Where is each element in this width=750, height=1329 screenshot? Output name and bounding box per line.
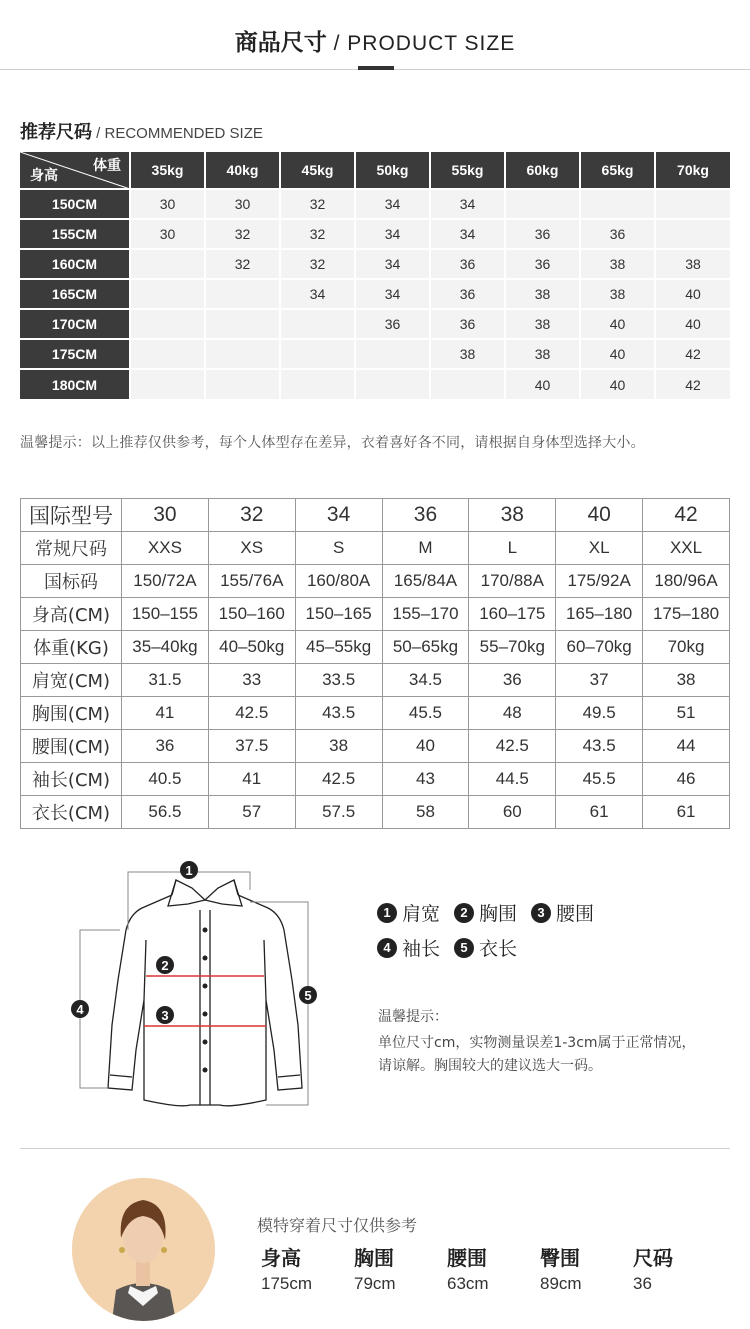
size-value-cell: 70kg xyxy=(643,631,730,664)
recommended-size-cell: 36 xyxy=(355,309,430,339)
shirt-buttons xyxy=(203,928,208,1073)
legend-number-badge: 5 xyxy=(454,938,474,958)
size-value-cell: 58 xyxy=(382,796,469,829)
model-portrait-icon xyxy=(72,1178,215,1321)
weight-header: 50kg xyxy=(355,152,430,189)
measure-guides xyxy=(80,872,308,1105)
size-value-cell: 180/96A xyxy=(643,565,730,598)
size-value-cell: 49.5 xyxy=(556,697,643,730)
recommended-size-cell: 40 xyxy=(655,309,730,339)
recommended-size-cell xyxy=(205,369,280,399)
table-corner-header xyxy=(20,152,130,189)
legend-number-badge: 2 xyxy=(454,903,474,923)
weight-header: 35kg xyxy=(130,152,205,189)
page-title xyxy=(0,24,750,57)
recommended-size-cell xyxy=(130,309,205,339)
size-row-label: 国标码 xyxy=(21,565,122,598)
size-value-cell: 30 xyxy=(122,499,209,532)
recommended-size-cell xyxy=(130,279,205,309)
svg-text:4: 4 xyxy=(76,1002,84,1017)
stat-key: 臀围 xyxy=(540,1246,580,1270)
size-value-cell: 40 xyxy=(382,730,469,763)
recommended-size-cell: 32 xyxy=(280,249,355,279)
page-title-sep: / xyxy=(326,32,348,55)
size-value-cell: 43 xyxy=(382,763,469,796)
size-value-cell: 42.5 xyxy=(469,730,556,763)
recommended-size-cell xyxy=(205,309,280,339)
shirt-measurement-diagram xyxy=(60,850,350,1120)
recommended-size-cell: 34 xyxy=(280,279,355,309)
legend-item-chest xyxy=(454,899,517,926)
marker-1-icon xyxy=(180,861,198,879)
size-value-cell: 35–40kg xyxy=(122,631,209,664)
recommended-size-cell: 36 xyxy=(505,219,580,249)
model-stat-waist xyxy=(441,1242,534,1294)
recommended-size-cell xyxy=(130,369,205,399)
size-value-cell: 40 xyxy=(556,499,643,532)
size-value-cell: 170/88A xyxy=(469,565,556,598)
size-value-cell: 160–175 xyxy=(469,598,556,631)
recommended-size-cell: 34 xyxy=(355,279,430,309)
size-row-label: 袖长(CM) xyxy=(21,763,122,796)
recommended-title-sep: / xyxy=(92,125,105,142)
marker-2-icon xyxy=(156,956,174,974)
height-row-header: 180CM xyxy=(20,369,130,399)
recommended-size-cell: 34 xyxy=(430,219,505,249)
tip-body: 单位尺寸cm，实物测量误差1-3cm属于正常情况，请谅解。胸围较大的建议选大一码。 xyxy=(378,1035,696,1074)
recommended-size-cell: 42 xyxy=(655,339,730,369)
size-value-cell: 45.5 xyxy=(382,697,469,730)
page-title-en: PRODUCT SIZE xyxy=(347,32,516,55)
recommendation-notice: 温馨提示：以上推荐仅供参考，每个人体型存在差异，衣着喜好各不同，请根据自身体型选择大小。 xyxy=(20,435,645,451)
height-row-header: 175CM xyxy=(20,339,130,369)
stat-key: 胸围 xyxy=(354,1246,394,1270)
marker-5-icon xyxy=(299,986,317,1004)
table-row xyxy=(20,249,730,279)
table-row xyxy=(21,664,730,697)
weight-header: 70kg xyxy=(655,152,730,189)
size-value-cell: 40.5 xyxy=(122,763,209,796)
legend-label: 腰围 xyxy=(556,903,595,925)
size-value-cell: 37 xyxy=(556,664,643,697)
model-stat-hip xyxy=(534,1242,627,1294)
recommended-size-cell: 34 xyxy=(355,219,430,249)
size-value-cell: 42.5 xyxy=(295,763,382,796)
size-value-cell: L xyxy=(469,532,556,565)
size-value-cell: 44.5 xyxy=(469,763,556,796)
recommended-size-cell: 38 xyxy=(505,279,580,309)
size-value-cell: XXS xyxy=(122,532,209,565)
height-axis-label: 身高 xyxy=(30,168,58,184)
recommended-size-cell: 34 xyxy=(355,249,430,279)
recommended-size-cell: 38 xyxy=(580,279,655,309)
recommended-size-cell: 40 xyxy=(580,339,655,369)
recommended-size-cell xyxy=(205,339,280,369)
size-row-label: 腰围(CM) xyxy=(21,730,122,763)
recommended-size-cell: 38 xyxy=(505,339,580,369)
size-value-cell: 33.5 xyxy=(295,664,382,697)
model-avatar xyxy=(72,1178,215,1321)
legend-label: 衣长 xyxy=(479,938,518,960)
weight-header: 55kg xyxy=(430,152,505,189)
legend-item-waist xyxy=(531,899,594,926)
size-row-label: 胸围(CM) xyxy=(21,697,122,730)
size-value-cell: 155/76A xyxy=(208,565,295,598)
table-row xyxy=(21,730,730,763)
recommended-size-cell: 40 xyxy=(505,369,580,399)
size-value-cell: 33 xyxy=(208,664,295,697)
legend-item-shoulder xyxy=(377,899,440,926)
table-row xyxy=(21,565,730,598)
page-header xyxy=(0,0,750,70)
table-row xyxy=(21,598,730,631)
recommended-size-cell: 36 xyxy=(580,219,655,249)
size-value-cell: 34.5 xyxy=(382,664,469,697)
table-row xyxy=(20,219,730,249)
size-value-cell: 40–50kg xyxy=(208,631,295,664)
table-row xyxy=(20,309,730,339)
page-title-cn: 商品尺寸 xyxy=(234,30,327,56)
recommended-size-cell: 42 xyxy=(655,369,730,399)
model-stat-height xyxy=(255,1242,348,1294)
recommended-size-cell: 32 xyxy=(205,249,280,279)
size-value-cell: 42 xyxy=(643,499,730,532)
table-row xyxy=(20,189,730,219)
size-value-cell: 45.5 xyxy=(556,763,643,796)
size-value-cell: 55–70kg xyxy=(469,631,556,664)
recommended-size-cell: 36 xyxy=(505,249,580,279)
size-chart-table xyxy=(20,498,730,829)
size-value-cell: S xyxy=(295,532,382,565)
stat-key: 尺码 xyxy=(633,1246,673,1270)
weight-header: 60kg xyxy=(505,152,580,189)
table-row xyxy=(21,532,730,565)
legend-number-badge: 4 xyxy=(377,938,397,958)
size-value-cell: XS xyxy=(208,532,295,565)
svg-text:3: 3 xyxy=(161,1008,169,1023)
size-value-cell: 45–55kg xyxy=(295,631,382,664)
height-row-header: 155CM xyxy=(20,219,130,249)
size-row-label: 衣长(CM) xyxy=(21,796,122,829)
recommended-size-cell: 38 xyxy=(655,249,730,279)
recommended-size-cell: 40 xyxy=(655,279,730,309)
height-row-header: 170CM xyxy=(20,309,130,339)
recommended-size-cell xyxy=(280,309,355,339)
stat-key: 身高 xyxy=(261,1246,301,1270)
recommended-size-cell xyxy=(355,369,430,399)
stat-key: 腰围 xyxy=(447,1246,487,1270)
size-value-cell: 43.5 xyxy=(556,730,643,763)
size-value-cell: 32 xyxy=(208,499,295,532)
recommended-size-cell: 40 xyxy=(580,369,655,399)
svg-text:1: 1 xyxy=(185,863,193,878)
height-row-header: 150CM xyxy=(20,189,130,219)
model-stat-chest xyxy=(348,1242,441,1294)
size-value-cell: 61 xyxy=(556,796,643,829)
stat-value: 79cm xyxy=(354,1274,396,1293)
title-underline xyxy=(358,66,394,70)
size-row-label: 常规尺码 xyxy=(21,532,122,565)
size-value-cell: 37.5 xyxy=(208,730,295,763)
size-row-label: 体重(KG) xyxy=(21,631,122,664)
legend-number-badge: 1 xyxy=(377,903,397,923)
svg-text:2: 2 xyxy=(161,958,169,973)
recommended-size-cell xyxy=(280,369,355,399)
size-value-cell: 60–70kg xyxy=(556,631,643,664)
legend-label: 肩宽 xyxy=(402,903,441,925)
recommended-size-cell: 30 xyxy=(130,189,205,219)
marker-3-icon xyxy=(156,1006,174,1024)
size-value-cell: 38 xyxy=(469,499,556,532)
table-row xyxy=(21,499,730,532)
recommended-size-cell: 36 xyxy=(430,279,505,309)
size-row-label: 身高(CM) xyxy=(21,598,122,631)
size-row-label: 国际型号 xyxy=(21,499,122,532)
legend-number-badge: 3 xyxy=(531,903,551,923)
size-value-cell: 150/72A xyxy=(122,565,209,598)
size-value-cell: 50–65kg xyxy=(382,631,469,664)
table-row xyxy=(21,697,730,730)
tip-title: 温馨提示： xyxy=(378,1009,448,1025)
size-value-cell: 175/92A xyxy=(556,565,643,598)
size-value-cell: 41 xyxy=(208,763,295,796)
stat-value: 63cm xyxy=(447,1274,489,1293)
recommended-size-cell: 34 xyxy=(355,189,430,219)
recommended-size-cell: 40 xyxy=(580,309,655,339)
model-stats xyxy=(255,1242,720,1294)
recommended-size-cell xyxy=(580,189,655,219)
legend-label: 袖长 xyxy=(402,938,441,960)
size-value-cell: 36 xyxy=(469,664,556,697)
stat-value: 89cm xyxy=(540,1274,582,1293)
recommended-size-cell: 32 xyxy=(280,189,355,219)
recommended-size-cell xyxy=(130,249,205,279)
recommended-size-cell: 34 xyxy=(430,189,505,219)
size-value-cell: 48 xyxy=(469,697,556,730)
size-value-cell: 38 xyxy=(643,664,730,697)
model-note: 模特穿着尺寸仅供参考 xyxy=(257,1216,418,1235)
size-value-cell: 150–155 xyxy=(122,598,209,631)
size-value-cell: 165–180 xyxy=(556,598,643,631)
size-value-cell: 57 xyxy=(208,796,295,829)
recommended-title-cn: 推荐尺码 xyxy=(20,122,92,143)
recommended-size-cell: 38 xyxy=(580,249,655,279)
recommended-size-cell: 32 xyxy=(280,219,355,249)
size-value-cell: 165/84A xyxy=(382,565,469,598)
size-row-label: 肩宽(CM) xyxy=(21,664,122,697)
recommended-size-cell xyxy=(655,189,730,219)
stat-value: 175cm xyxy=(261,1274,313,1293)
table-row xyxy=(20,279,730,309)
height-row-header: 160CM xyxy=(20,249,130,279)
size-value-cell: 42.5 xyxy=(208,697,295,730)
size-value-cell: XXL xyxy=(643,532,730,565)
recommended-size-cell: 36 xyxy=(430,249,505,279)
recommended-title-en: RECOMMENDED SIZE xyxy=(104,125,263,142)
marker-4-icon xyxy=(71,1000,89,1018)
recommended-size-cell: 30 xyxy=(205,189,280,219)
recommended-size-cell xyxy=(355,339,430,369)
weight-header: 40kg xyxy=(205,152,280,189)
size-value-cell: 61 xyxy=(643,796,730,829)
size-value-cell: 60 xyxy=(469,796,556,829)
stat-value: 36 xyxy=(633,1274,652,1293)
size-value-cell: 38 xyxy=(295,730,382,763)
size-value-cell: M xyxy=(382,532,469,565)
recommended-size-cell: 30 xyxy=(130,219,205,249)
size-value-cell: 57.5 xyxy=(295,796,382,829)
legend-label: 胸围 xyxy=(479,903,518,925)
size-value-cell: XL xyxy=(556,532,643,565)
weight-header: 45kg xyxy=(280,152,355,189)
recommended-size-table xyxy=(20,152,730,399)
legend-item-sleeve xyxy=(377,934,440,961)
section-divider xyxy=(20,1148,730,1149)
recommended-size-cell: 38 xyxy=(430,339,505,369)
recommended-size-cell xyxy=(130,339,205,369)
recommended-size-cell xyxy=(205,279,280,309)
height-row-header: 165CM xyxy=(20,279,130,309)
recommended-size-cell xyxy=(280,339,355,369)
size-value-cell: 51 xyxy=(643,697,730,730)
size-value-cell: 44 xyxy=(643,730,730,763)
legend-item-length xyxy=(454,934,517,961)
size-value-cell: 46 xyxy=(643,763,730,796)
table-row xyxy=(20,369,730,399)
recommended-size-cell xyxy=(655,219,730,249)
measurement-legend xyxy=(377,895,608,965)
size-value-cell: 155–170 xyxy=(382,598,469,631)
size-value-cell: 41 xyxy=(122,697,209,730)
size-value-cell: 150–160 xyxy=(208,598,295,631)
svg-text:5: 5 xyxy=(304,988,312,1003)
model-stat-size xyxy=(627,1242,720,1294)
size-value-cell: 34 xyxy=(295,499,382,532)
weight-axis-label: 体重 xyxy=(93,158,121,174)
size-value-cell: 43.5 xyxy=(295,697,382,730)
size-value-cell: 31.5 xyxy=(122,664,209,697)
recommended-size-cell: 36 xyxy=(430,309,505,339)
recommended-title xyxy=(20,118,263,144)
size-value-cell: 150–165 xyxy=(295,598,382,631)
recommended-size-cell xyxy=(505,189,580,219)
size-value-cell: 56.5 xyxy=(122,796,209,829)
size-value-cell: 36 xyxy=(122,730,209,763)
table-row xyxy=(21,796,730,829)
recommended-size-cell: 38 xyxy=(505,309,580,339)
weight-header: 65kg xyxy=(580,152,655,189)
recommended-size-cell: 32 xyxy=(205,219,280,249)
table-row xyxy=(21,631,730,664)
recommended-size-cell xyxy=(430,369,505,399)
size-value-cell: 160/80A xyxy=(295,565,382,598)
size-value-cell: 175–180 xyxy=(643,598,730,631)
table-row xyxy=(21,763,730,796)
size-value-cell: 36 xyxy=(382,499,469,532)
table-row xyxy=(20,339,730,369)
